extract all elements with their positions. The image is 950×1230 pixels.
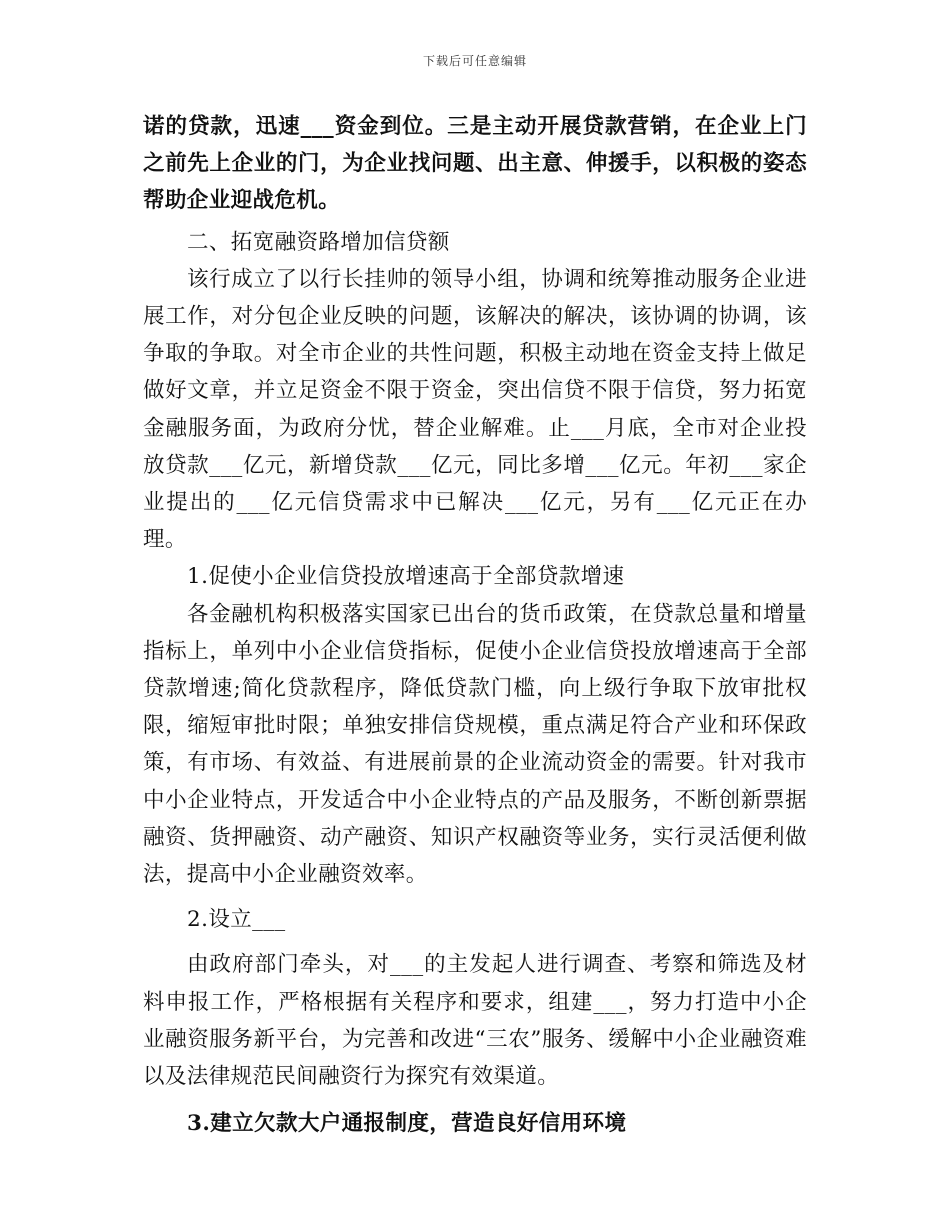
page-header: 下载后可任意编辑 [422, 54, 527, 68]
paragraph-continuation: 诺的贷款，迅速___资金到位。三是主动开展贷款营销，在企业上门之前先上企业的门，为企业找问题、出主意、伸援手，以积极的姿态帮助企业迎战危机。 [143, 114, 807, 214]
subheading-2: 2.设立___ [187, 907, 286, 933]
subheading-3: 3.建立欠款大户通报制度，营造良好信用环境 [187, 1111, 627, 1137]
paragraph-financing: 该行成立了以行长挂帅的领导小组，协调和统筹推动服务企业进展工作，对分包企业反映的问题，该解决的解决，该协调的协调，该争取的争取。对全市企业的共性问题，积极主动地在资金支持上做足做好文章，并立足资金不限于资金，突出信贷不限于信贷，努力拓宽金融服务面，为政府分忧，替企业解难。止___月底，全市对企业投放贷款___亿元，新增贷款___亿元，同比多增___亿元。年初___家企业提出的___亿元信贷需求中已解决___亿元，另有___亿元正在办理。 [143, 266, 807, 553]
document-body [143, 108, 807, 1142]
section-heading-2: 二、拓宽融资路增加信贷额 [187, 229, 450, 255]
paragraph-credit-policy: 各金融机构积极落实国家已出台的货币政策，在贷款总量和增量指标上，单列中小企业信贷指标，促使小企业信贷投放增速高于全部贷款增速;简化贷款程序，降低贷款门槛，向上级行争取下放审批权限，缩短审批时限；单独安排信贷规模，重点满足符合产业和环保政策，有市场、有效益、有进展前景的企业流动资金的需要。针对我市中小企业特点，开发适合中小企业特点的产品及服务，不断创新票据融资、货押融资、动产融资、知识产权融资等业务，实行灵活便利做法，提高中小企业融资效率。 [143, 601, 807, 888]
subheading-1: 1.促使小企业信贷投放增速高于全部贷款增速 [187, 564, 625, 590]
paragraph-establish: 由政府部门牵头，对___的主发起人进行调查、考察和筛选及材料申报工作，严格根据有关程序和要求，组建___，努力打造中小企业融资服务新平台，为完善和改进“三农”服务、缓解中小企业融资难以及法律规范民间融资行为探究有效渠道。 [143, 952, 807, 1090]
